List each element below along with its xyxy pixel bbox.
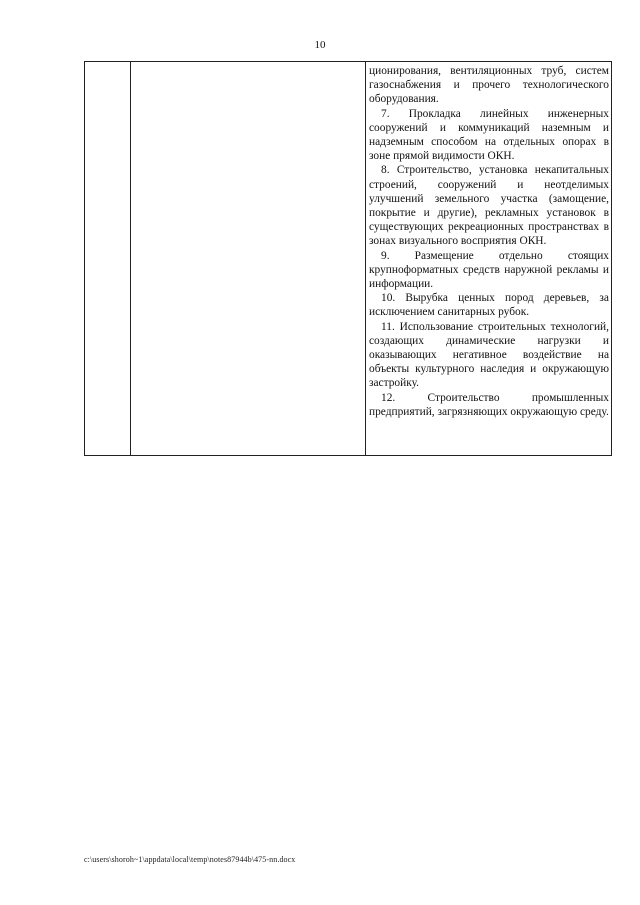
table-cell-restrictions [369,64,609,419]
page-number: 10 [314,39,326,51]
content-table [84,61,612,456]
restriction-item-8: 8. Строительство, установка некапитальных строений, сооружений и неотделимых улучшений земельного участка (замощение, покрытие и другие), рекламных установок в существующих рекреационных пространствах в зонах визуального восприятия ОКН. [369,164,609,248]
restriction-paragraph-continued: ционирования, вентиляционных труб, систем газоснабжения и прочего технологического оборудования. [369,65,609,106]
restriction-item-11: 11. Использование строительных технологий, создающих динамические нагрузки и оказывающих негативное воздействие на объекты культурного наследия и окружающую застройку. [369,320,609,390]
column-divider [365,62,366,455]
restriction-item-7: 7. Прокладка линейных инженерных сооружений и коммуникаций наземным и надземным способом на отдельных опорах в зоне прямой видимости ОКН. [369,107,609,163]
restriction-item-9: 9. Размещение отдельно стоящих крупноформатных средств наружной рекламы и информации. [369,249,609,291]
footer-file-path: c:\users\shoroh~1\appdata\local\temp\notes87944b\475-nn.docx [84,855,296,864]
restriction-item-12: 12. Строительство промышленных предприятий, загрязняющих окружающую среду. [369,391,609,418]
column-divider [130,62,131,455]
restriction-item-10: 10. Вырубка ценных пород деревьев, за исключением санитарных рубок. [369,292,609,319]
